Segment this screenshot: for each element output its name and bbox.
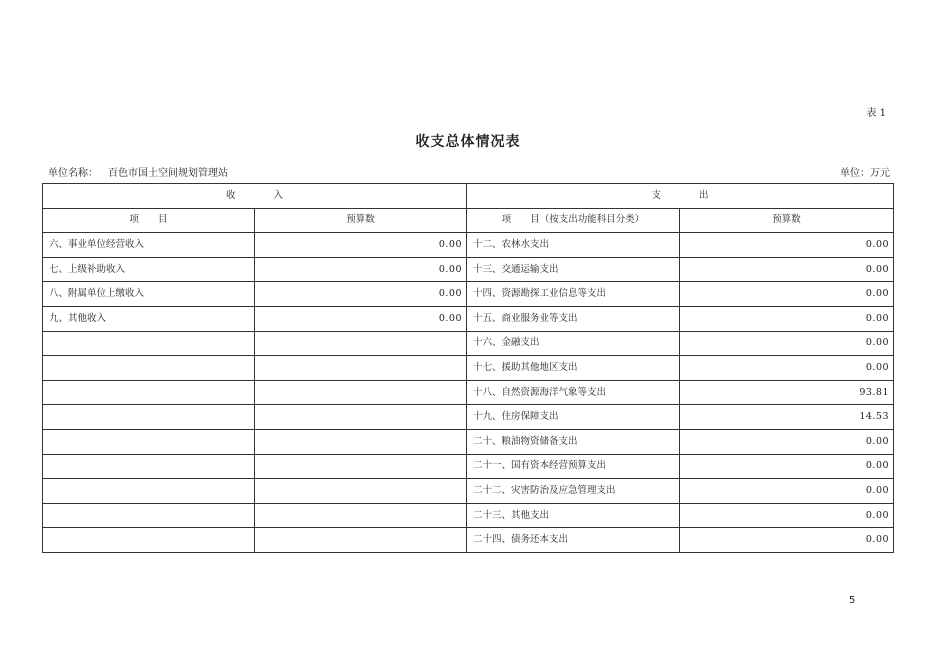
income-amount-cell — [255, 479, 467, 504]
expense-amount-cell: 0.00 — [680, 257, 894, 282]
expense-item-cell: 十八、自然资源海洋气象等支出 — [467, 380, 680, 405]
income-amount-cell — [255, 528, 467, 553]
expense-item-cell: 十六、金融支出 — [467, 331, 680, 356]
table-row — [43, 429, 894, 454]
expense-amount-cell: 14.53 — [680, 405, 894, 430]
table-row — [43, 282, 894, 307]
expense-amount-cell: 0.00 — [680, 306, 894, 331]
expense-item-cell: 二十一、国有资本经营预算支出 — [467, 454, 680, 479]
expense-item-cell: 二十四、债务还本支出 — [467, 528, 680, 553]
income-item-header: 项 目 — [43, 208, 255, 233]
expense-item-cell: 二十、粮油物资储备支出 — [467, 429, 680, 454]
table-row — [43, 528, 894, 553]
income-amount-cell — [255, 356, 467, 381]
expense-amount-cell: 0.00 — [680, 282, 894, 307]
income-amount-header: 预算数 — [255, 208, 467, 233]
income-amount-cell: 0.00 — [255, 257, 467, 282]
income-item-cell — [43, 528, 255, 553]
expense-group-header: 支 出 — [467, 184, 894, 209]
income-amount-cell — [255, 331, 467, 356]
expense-item-cell: 十三、交通运输支出 — [467, 257, 680, 282]
table-row — [43, 356, 894, 381]
expense-item-cell: 十九、住房保障支出 — [467, 405, 680, 430]
expense-item-cell: 二十二、灾害防治及应急管理支出 — [467, 479, 680, 504]
table-row — [43, 257, 894, 282]
table-row — [43, 405, 894, 430]
table-row — [43, 454, 894, 479]
expense-amount-cell: 0.00 — [680, 356, 894, 381]
expense-amount-header: 预算数 — [680, 208, 894, 233]
column-header-row — [43, 208, 894, 233]
table-number: 表 1 — [866, 108, 886, 119]
budget-summary-table — [42, 183, 894, 553]
group-header-row — [43, 184, 894, 209]
income-group-header: 收 入 — [43, 184, 467, 209]
unit-name-value: 百色市国土空间规划管理站 — [108, 168, 228, 179]
expense-item-cell: 十四、资源勘探工业信息等支出 — [467, 282, 680, 307]
unit-name-line — [48, 164, 228, 179]
expense-amount-cell: 0.00 — [680, 503, 894, 528]
expense-amount-cell: 0.00 — [680, 331, 894, 356]
income-amount-cell — [255, 380, 467, 405]
income-amount-cell — [255, 454, 467, 479]
income-item-cell — [43, 479, 255, 504]
table-row — [43, 479, 894, 504]
income-item-cell — [43, 356, 255, 381]
table-row — [43, 233, 894, 258]
income-item-cell — [43, 405, 255, 430]
income-item-cell: 六、事业单位经营收入 — [43, 233, 255, 258]
income-item-cell: 八、附属单位上缴收入 — [43, 282, 255, 307]
income-amount-cell: 0.00 — [255, 282, 467, 307]
expense-amount-cell: 0.00 — [680, 479, 894, 504]
expense-item-cell: 二十三、其他支出 — [467, 503, 680, 528]
expense-item-cell: 十五、商业服务业等支出 — [467, 306, 680, 331]
table-row — [43, 331, 894, 356]
income-amount-cell: 0.00 — [255, 233, 467, 258]
expense-amount-cell: 0.00 — [680, 454, 894, 479]
page-number: 5 — [849, 595, 856, 606]
expense-amount-cell: 0.00 — [680, 233, 894, 258]
income-item-cell: 九、其他收入 — [43, 306, 255, 331]
expense-amount-cell: 0.00 — [680, 528, 894, 553]
expense-item-cell: 十二、农林水支出 — [467, 233, 680, 258]
income-amount-cell: 0.00 — [255, 306, 467, 331]
income-item-cell — [43, 429, 255, 454]
table-row — [43, 380, 894, 405]
income-item-cell: 七、上级补助收入 — [43, 257, 255, 282]
expense-item-cell: 十七、援助其他地区支出 — [467, 356, 680, 381]
income-item-cell — [43, 503, 255, 528]
expense-item-header: 项 目（按支出功能科目分类） — [467, 208, 680, 233]
unit-name-label: 单位名称： — [48, 168, 98, 179]
income-item-cell — [43, 380, 255, 405]
income-amount-cell — [255, 503, 467, 528]
table-row — [43, 306, 894, 331]
document-title: 收支总体情况表 — [415, 134, 521, 150]
income-item-cell — [43, 454, 255, 479]
expense-amount-cell: 93.81 — [680, 380, 894, 405]
income-item-cell — [43, 331, 255, 356]
income-amount-cell — [255, 429, 467, 454]
table-row — [43, 503, 894, 528]
currency-unit: 单位：万元 — [840, 168, 890, 179]
expense-amount-cell: 0.00 — [680, 429, 894, 454]
income-amount-cell — [255, 405, 467, 430]
